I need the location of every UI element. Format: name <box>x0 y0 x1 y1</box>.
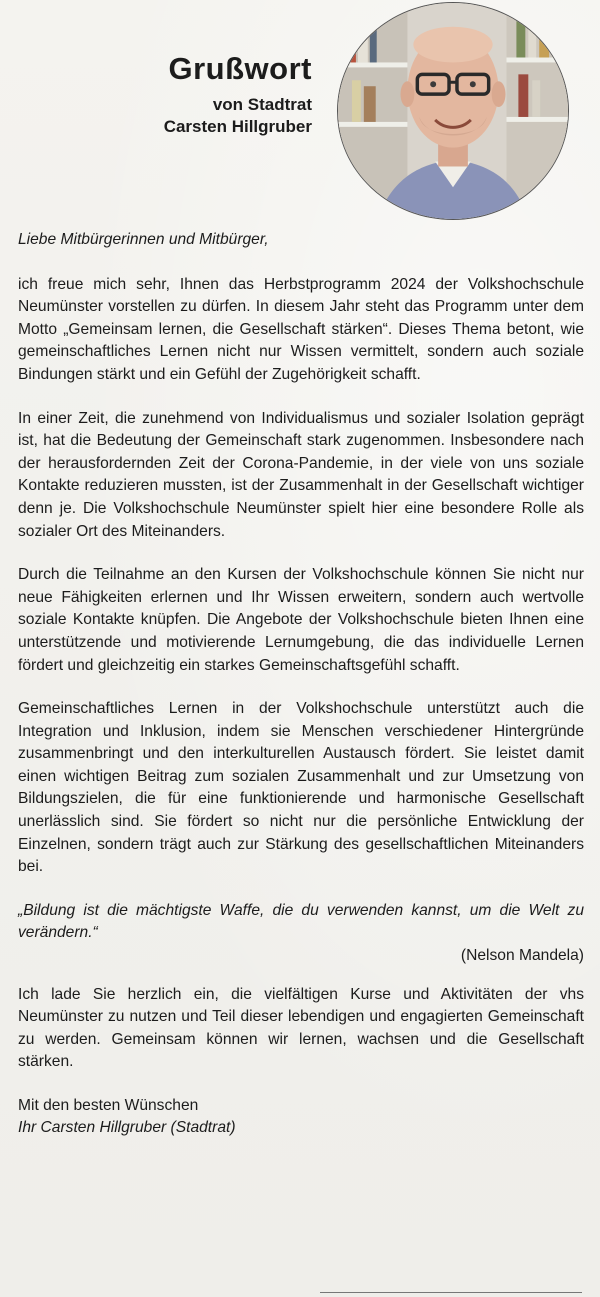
quote-text: „Bildung ist die mächtigste Waffe, die du verwenden kannst, um die Welt zu verändern.“ <box>18 901 584 942</box>
letter-body <box>18 229 584 1139</box>
portrait-illustration <box>338 3 568 219</box>
signature: Ihr Carsten Hillgruber (Stadtrat) <box>18 1119 236 1136</box>
greeting: Liebe Mitbürgerinnen und Mitbürger, <box>18 231 269 248</box>
title-block <box>164 52 312 138</box>
paragraph-1: ich freue mich sehr, Ihnen das Herbstprogramm 2024 der Volkshochschule Neumünster vorstellen zu dürfen. In diesem Jahr steht das Programm unter dem Motto „Gemeinsam lernen, die Gesellschaft stärken“. Dieses Thema betont, wie gemeinschaftliches Lernen nicht nur Wissen vermittelt, sondern auch soziale Bindungen stärkt und ein Gefühl der Zugehörigkeit schafft. <box>18 275 584 383</box>
page-title: Grußwort <box>168 51 312 86</box>
paragraph-4: Gemeinschaftliches Lernen in der Volkshochschule unterstützt auch die Integration und Inklusion, indem sie Menschen verschiedener Hintergründe zusammenbringt und den interkulturellen Austausch fördert. Sie leistet damit einen wichtigen Beitrag zum sozialen Zusammenhalt und zur Umsetzung von Bildungszielen, die für eine funktionierende und harmonische Gesellschaft unerlässlich sind. Sie fördert so nicht nur die persönliche Entwicklung der Einzelnen, sondern trägt auch zur Stärkung des gesellschaftlichen Miteinanders bei. <box>18 700 584 876</box>
bottom-divider <box>320 1292 582 1293</box>
subtitle-line-1: von Stadtrat <box>212 95 312 114</box>
closing-block <box>18 1095 584 1139</box>
quote-author: (Nelson Mandela) <box>460 947 584 965</box>
paragraph-2: In einer Zeit, die zunehmend von Individualismus und sozialer Isolation geprägt ist, hat die Bedeutung der Gemeinschaft stark zugenommen. Insbesondere nach der herausfordernden Zeit der Corona-Pandemie, in der viele von uns soziale Kontakte reduzieren mussten, ist der Zusammenhalt in der Gesellschaft wichtiger denn je. Die Volkshochschule Neumünster spielt hier eine besondere Rolle als sozialer Ort des Miteinanders. <box>18 409 584 540</box>
paragraph-3: Durch die Teilnahme an den Kursen der Volkshochschule können Sie nicht nur neue Fähigkeiten erlernen und Ihr Wissen erweitern, sondern auch wertvolle soziale Kontakte knüpfen. Die Angebote der Volkshochschule bieten Ihnen eine unterstützende und motivierende Lernumgebung, die das individuelle Lernen fördert und gleichzeitig ein starkes Gemeinschaftsgefühl schafft. <box>18 566 584 674</box>
subtitle-line-2: Carsten Hillgruber <box>163 117 312 136</box>
invitation-paragraph: Ich lade Sie herzlich ein, die vielfältigen Kurse und Aktivitäten der vhs Neumünster zu nutzen und Teil dieser lebendigen und engagierten Gemeinschaft zu werden. Gemeinsam können wir lernen, wachsen und die Gesellschaft stärken. <box>18 985 584 1071</box>
closing-line: Mit den besten Wünschen <box>18 1097 199 1114</box>
header <box>0 0 600 225</box>
portrait-photo <box>337 2 569 220</box>
quote-block <box>18 900 584 968</box>
